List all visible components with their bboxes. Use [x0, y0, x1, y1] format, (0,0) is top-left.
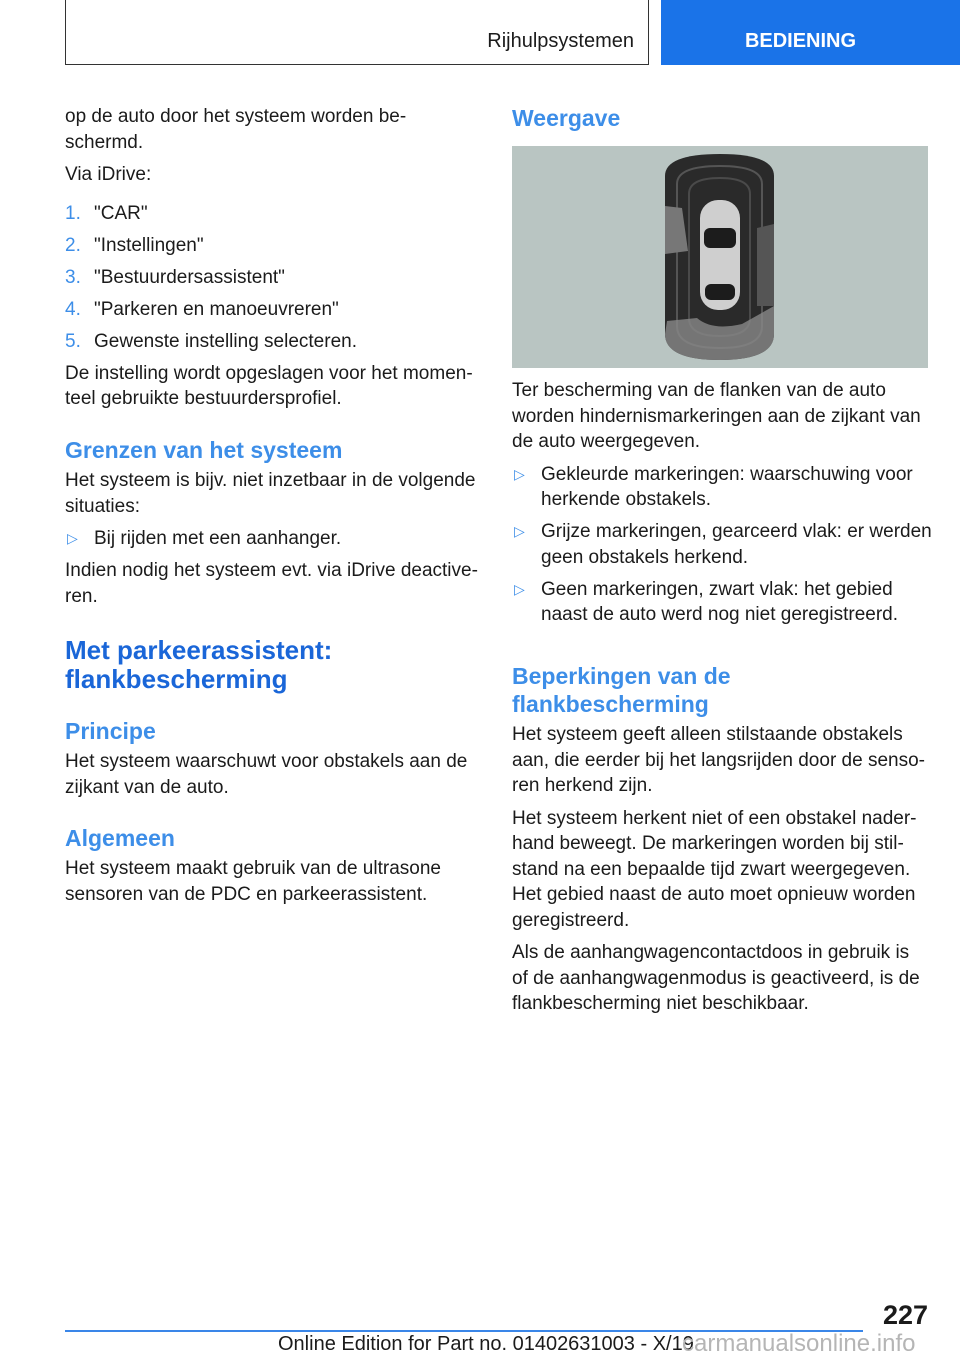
bullet-item [512, 462, 937, 513]
text-line: Het systeem herkent niet of een obstakel nader- [512, 807, 917, 829]
text-line: zijkant van de auto. [65, 776, 229, 798]
chapter-tab: BEDIENING [661, 0, 960, 65]
display-heading: Weergave [512, 105, 621, 131]
text-line: stand na een bepaalde tijd zwart weergegeven. [512, 858, 911, 880]
step-number: 2. [65, 234, 81, 256]
general-paragraph [65, 856, 485, 907]
triangle-bullet-icon: ▷ [67, 530, 78, 546]
display-heading-wrap [512, 104, 932, 136]
text-line: Indien nodig het systeem evt. via iDrive deactive- [65, 560, 478, 581]
left-column [65, 104, 485, 419]
triangle-bullet-icon: ▷ [514, 523, 525, 539]
step-item [65, 329, 485, 355]
heading-line: flankbescherming [512, 691, 709, 717]
bullet-item [512, 519, 937, 570]
restrictions-section [512, 662, 937, 1024]
step-number: 4. [65, 298, 81, 320]
text-line: situaties: [65, 495, 140, 517]
limits-section [65, 436, 485, 616]
car-top-view-illustration [512, 146, 928, 368]
text-line: worden hindernismarkeringen aan de zijkant van [512, 405, 921, 427]
text-line: teel gebruikte bestuurdersprofiel. [65, 388, 342, 409]
main-heading [65, 636, 485, 694]
step-number: 3. [65, 266, 81, 288]
step-item [65, 265, 485, 291]
deactivate-paragraph [65, 558, 485, 609]
restrictions-paragraph-3 [512, 940, 937, 1017]
step-item [65, 233, 485, 259]
principle-heading: Principe [65, 718, 156, 744]
general-heading: Algemeen [65, 825, 175, 851]
step-item [65, 201, 485, 227]
text-line: Ter bescherming van de flanken van de auto [512, 380, 886, 401]
text-line: ren herkend zijn. [512, 775, 653, 796]
text-line: De instelling wordt opgeslagen voor het momen- [65, 362, 473, 384]
text-line: op de auto door het systeem worden be- [65, 106, 407, 127]
text-line: geregistreerd. [512, 909, 630, 931]
step-text: "Parkeren en manoeuvreren" [94, 298, 339, 320]
step-item [65, 297, 485, 323]
text-line: de auto weergegeven. [512, 431, 701, 452]
text-line: aan, die eerder bij het langsrijden door de senso- [512, 749, 925, 771]
limits-paragraph [65, 468, 485, 519]
step-text: "CAR" [94, 202, 148, 224]
text-line: Het systeem is bijv. niet inzetbaar in de volgende [65, 470, 476, 491]
triangle-bullet-icon: ▷ [514, 465, 525, 482]
text-line: sensoren van de PDC en parkeerassistent. [65, 883, 428, 905]
restrictions-heading [512, 662, 937, 718]
flank-protection-image [512, 146, 928, 368]
step-number: 1. [65, 202, 81, 224]
heading-line: Beperkingen van de [512, 663, 731, 689]
via-idrive: Via iDrive: [65, 164, 152, 185]
restrictions-paragraph-2 [512, 806, 937, 934]
display-paragraph [512, 378, 937, 455]
watermark: carmanualsonline.info [682, 1330, 916, 1357]
step-text: "Bestuurdersassistent" [94, 266, 285, 288]
text-line: Grijze markeringen, gearceerd vlak: er werden [541, 521, 932, 542]
text-line: herkende obstakels. [541, 489, 712, 510]
text-line: Het systeem geeft alleen stilstaande obstakels [512, 724, 903, 745]
text-line: Het systeem waarschuwt voor obstakels aan de [65, 751, 468, 772]
header-box [65, 0, 649, 65]
triangle-bullet-icon: ▷ [514, 580, 525, 597]
step-number: 5. [65, 330, 81, 352]
right-column [512, 378, 937, 634]
bullet-text: Bij rijden met een aanhanger. [94, 528, 342, 549]
text-line: schermd. [65, 131, 144, 153]
bullet-item [65, 526, 485, 552]
text-line: of de aanhangwagenmodus is geactiveerd, is de [512, 967, 920, 989]
intro-paragraph [65, 104, 485, 155]
main-section [65, 636, 485, 914]
text-line: hand beweegt. De markeringen worden bij stil- [512, 833, 904, 854]
text-line: Het gebied naast de auto moet opnieuw worden [512, 884, 916, 905]
steps-list [65, 201, 485, 355]
restrictions-paragraph-1 [512, 722, 937, 799]
section-title: Rijhulpsystemen [487, 30, 634, 52]
text-line: geen obstakels herkend. [541, 546, 749, 568]
text-line: naast de auto werd nog niet geregistreerd. [541, 604, 899, 625]
text-line: Het systeem maakt gebruik van de ultrasone [65, 858, 441, 879]
heading-line: flankbescherming [65, 664, 288, 694]
principle-paragraph [65, 749, 485, 800]
text-line: flankbescherming niet beschikbaar. [512, 993, 809, 1014]
step-text: "Instellingen" [94, 234, 204, 256]
step-text: Gewenste instelling selecteren. [94, 330, 357, 352]
limits-heading: Grenzen van het systeem [65, 437, 343, 463]
text-line: Gekleurde markeringen: waarschuwing voor [541, 463, 913, 485]
edition-text: Online Edition for Part no. 01402631003 - X/19 [278, 1333, 694, 1355]
text-line: ren. [65, 585, 98, 607]
text-line: Geen markeringen, zwart vlak: het gebied [541, 578, 893, 600]
page-number: 227 [882, 1300, 928, 1330]
text-line: Als de aanhangwagencontactdoos in gebruik is [512, 942, 910, 963]
saved-paragraph [65, 361, 485, 412]
bullet-item [512, 577, 937, 628]
heading-line: Met parkeerassistent: [65, 635, 333, 665]
